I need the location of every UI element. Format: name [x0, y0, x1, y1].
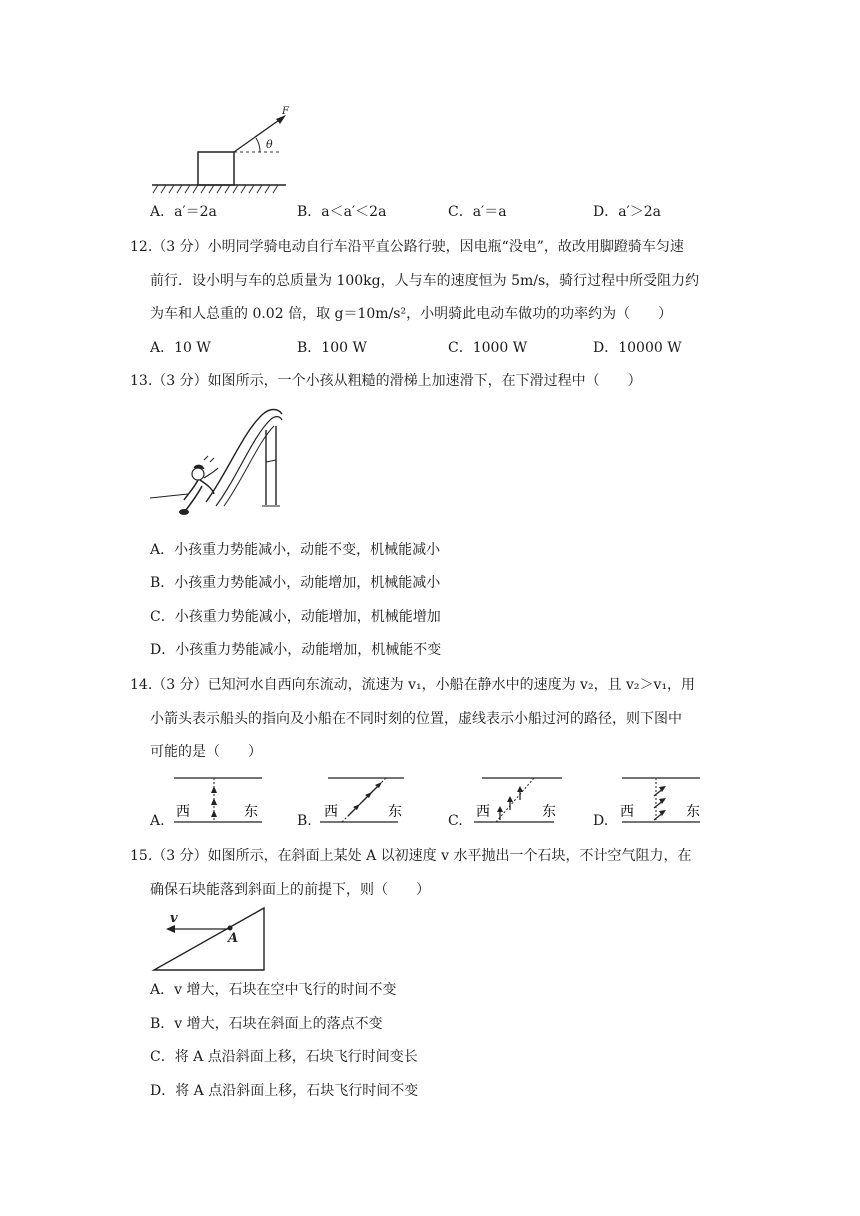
west-label: 西	[476, 804, 490, 820]
a-label: A	[228, 931, 239, 946]
q12-stem-line-1: 12.（3 分）小明同学骑电动自行车沿平直公路行驶，因电瓶“没电”，故改用脚蹬骑车匀速	[130, 239, 684, 255]
q15-option-d[interactable]: D．将 A 点沿斜面上移，石块飞行时间不变	[150, 1083, 419, 1099]
q11-option-c[interactable]: C．a′＝a	[448, 204, 507, 220]
q13-option-b[interactable]: B．小孩重力势能减小，动能增加，机械能减小	[150, 575, 441, 591]
q15-incline-figure	[148, 904, 268, 974]
q15-stem-line-2: 确保石块能落到斜面上的前提下，则（ ）	[150, 882, 430, 898]
q14-option-c-figure[interactable]	[472, 772, 568, 826]
q11-option-d[interactable]: D．a′＞2a	[593, 204, 662, 220]
q11-option-b[interactable]: B．a＜a′＜2a	[297, 204, 387, 220]
q12-option-a[interactable]: A．10 W	[150, 340, 211, 356]
q14-option-d-figure[interactable]	[618, 772, 710, 826]
q11-option-a[interactable]: A．a′＝2a	[150, 204, 217, 220]
q12-option-d[interactable]: D．10000 W	[593, 340, 682, 356]
q13-stem-line-1: 13.（3 分）如图所示，一个小孩从粗糙的滑梯上加速滑下，在下滑过程中（ ）	[130, 373, 642, 389]
q14-option-d-letter[interactable]: D.	[593, 813, 609, 829]
v-label: v	[170, 911, 178, 926]
q12-option-b[interactable]: B．100 W	[297, 340, 367, 356]
q14-stem-line-3: 可能的是（ ）	[150, 744, 262, 760]
q14-option-c-letter[interactable]: C.	[448, 813, 463, 829]
q14-option-b-letter[interactable]: B.	[297, 813, 312, 829]
q14-option-b-figure[interactable]	[318, 772, 408, 826]
west-label: 西	[620, 804, 634, 820]
q13-option-c[interactable]: C．小孩重力势能减小，动能增加，机械能增加	[150, 609, 441, 625]
west-label: 西	[176, 804, 190, 820]
q14-option-a-figure[interactable]	[170, 772, 266, 826]
q12-stem-line-3: 为车和人总重的 0.02 倍，取 g＝10m/s²，小明骑此电动车做功的功率约为（ ）	[150, 306, 673, 322]
east-label: 东	[542, 804, 556, 820]
q13-slide-figure	[148, 402, 288, 522]
force-label: F	[282, 106, 289, 117]
west-label: 西	[324, 804, 338, 820]
q15-stem-line-1: 15.（3 分）如图所示，在斜面上某处 A 以初速度 v 水平抛出一个石块，不计空气阻力，在	[130, 848, 692, 864]
east-label: 东	[686, 804, 700, 820]
angle-label: θ	[266, 138, 273, 151]
q12-stem-line-2: 前行．设小明与车的总质量为 100kg，人与车的速度恒为 5m/s，骑行过程中所受阻力约	[150, 273, 700, 289]
q14-option-a-letter[interactable]: A.	[150, 813, 165, 829]
q15-option-c[interactable]: C．将 A 点沿斜面上移，石块飞行时间变长	[150, 1049, 418, 1065]
q13-option-a[interactable]: A．小孩重力势能减小，动能不变，机械能减小	[150, 542, 441, 558]
q14-stem-line-1: 14.（3 分）已知河水自西向东流动，流速为 v₁，小船在静水中的速度为 v₂，且 v₂＞v₁，用	[130, 677, 696, 693]
q11-figure	[148, 100, 298, 196]
q14-stem-line-2: 小箭头表示船头的指向及小船在不同时刻的位置，虚线表示小船过河的路径，则下图中	[150, 711, 682, 727]
q15-option-a[interactable]: A．v 增大，石块在空中飞行的时间不变	[150, 982, 397, 998]
east-label: 东	[388, 804, 402, 820]
q13-option-d[interactable]: D．小孩重力势能减小，动能增加，机械能不变	[150, 642, 442, 658]
q12-option-c[interactable]: C．1000 W	[448, 340, 528, 356]
east-label: 东	[244, 804, 258, 820]
q15-option-b[interactable]: B．v 增大，石块在斜面上的落点不变	[150, 1016, 383, 1032]
